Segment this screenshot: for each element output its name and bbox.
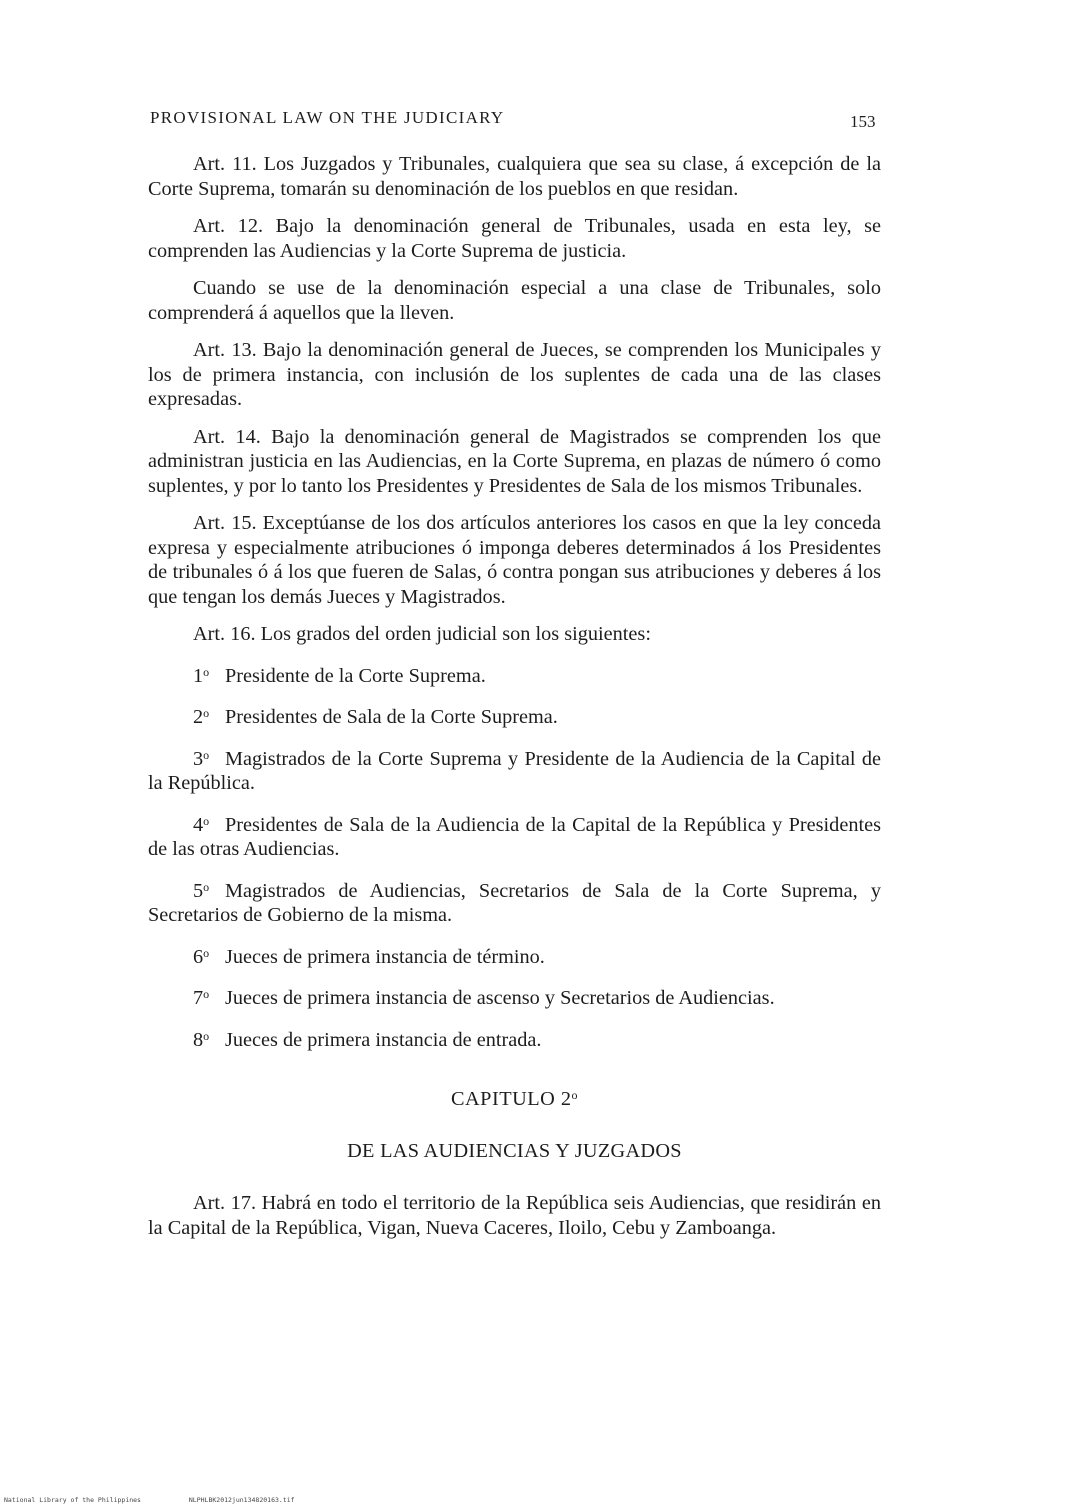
article-16: Art. 16. Los grados del orden judicial son los siguientes:: [193, 623, 651, 645]
grade-text: Jueces de primera instancia de término.: [225, 945, 545, 968]
list-item: [148, 701, 881, 730]
page-number: 153: [850, 112, 876, 131]
page-body: [148, 152, 881, 1253]
grade-text: Jueces de primera instancia de entrada.: [225, 1028, 542, 1051]
article-13: Art. 13. Bajo la denominación general de Jueces, se comprenden los Municipales y los de primera instancia, con inclusión de los suplentes de cada una de las clases expresadas.: [148, 339, 881, 410]
grade-text: Magistrados de la Corte Suprema y Presidente de la Audiencia de la Capital de la República.: [148, 747, 881, 794]
chapter-subtitle: DE LAS AUDIENCIAS Y JUZGADOS: [347, 1139, 682, 1162]
list-item: [148, 941, 881, 970]
list-item: [148, 1024, 881, 1053]
grade-ordinal: 7$^o$: [193, 987, 210, 1009]
grade-text: Presidente de la Corte Suprema.: [225, 664, 486, 687]
list-item: [148, 660, 881, 689]
article-15: Art. 15. Exceptúanse de los dos artículos anteriores los casos en que la ley conceda expresa y especialmente atribuciones ó imponga deberes determinados á los Presidentes de tribunales ó á los que fueren de Salas, ó contra pongan sus atribuciones y deberes á los que tengan los demás Jueces y Magistrados.: [148, 512, 881, 608]
grade-text: Presidentes de Sala de la Audiencia de la Capital de la República y Presidentes de las otras Audiencias.: [148, 813, 881, 860]
library-credit: National Library of the Philippines: [4, 1496, 141, 1504]
chapter-heading: CAPITULO 2$^o$: [451, 1088, 578, 1110]
article-17: Art. 17. Habrá en todo el territorio de la República seis Audiencias, que residirán en la Capital de la República, Vigan, Nueva Caceres, Iloilo, Cebu y Zamboanga.: [148, 1192, 881, 1239]
list-item: [148, 982, 881, 1011]
grade-ordinal: 6$^o$: [193, 945, 210, 968]
grade-text: Magistrados de Audiencias, Secretarios de Sala de la Corte Suprema, y Secretarios de Gobierno de la misma.: [148, 879, 881, 926]
judicial-grades-list: [148, 660, 881, 1053]
scan-file-id: NLPHLBK2012jun134820163.tif: [188, 1496, 295, 1504]
grade-ordinal: 1$^o$: [193, 664, 210, 687]
scan-footer: [4, 1496, 339, 1504]
grade-ordinal: 4$^o$: [193, 813, 210, 836]
list-item: [148, 809, 881, 862]
grade-ordinal: 5$^o$: [193, 879, 210, 902]
running-title: PROVISIONAL LAW ON THE JUDICIARY: [150, 108, 505, 127]
list-item: [148, 743, 881, 796]
article-12-continuation: Cuando se use de la denominación especial a una clase de Tribunales, solo comprenderá á aquellos que la lleven.: [148, 277, 881, 324]
article-12: Art. 12. Bajo la denominación general de Tribunales, usada en esta ley, se comprenden las Audiencias y la Corte Suprema de justicia.: [148, 215, 881, 262]
article-14: Art. 14. Bajo la denominación general de Magistrados se comprenden los que administran justicia en las Audiencias, en la Corte Suprema, en plazas de número ó como suplentes, y por lo tanto los Presidentes y Presidentes de Sala de los mismos Tribunales.: [148, 425, 881, 497]
grade-ordinal: 8$^o$: [193, 1028, 210, 1051]
grade-ordinal: 2$^o$: [193, 706, 210, 728]
grade-text: Presidentes de Sala de la Corte Suprema.: [225, 706, 558, 728]
list-item: [148, 875, 881, 928]
grade-text: Jueces de primera instancia de ascenso y Secretarios de Audiencias.: [225, 987, 775, 1009]
grade-ordinal: 3$^o$: [193, 747, 210, 770]
article-11: Art. 11. Los Juzgados y Tribunales, cualquiera que sea su clase, á excepción de la Corte Suprema, tomarán su denominación de los pueblos en que residan.: [148, 153, 881, 200]
